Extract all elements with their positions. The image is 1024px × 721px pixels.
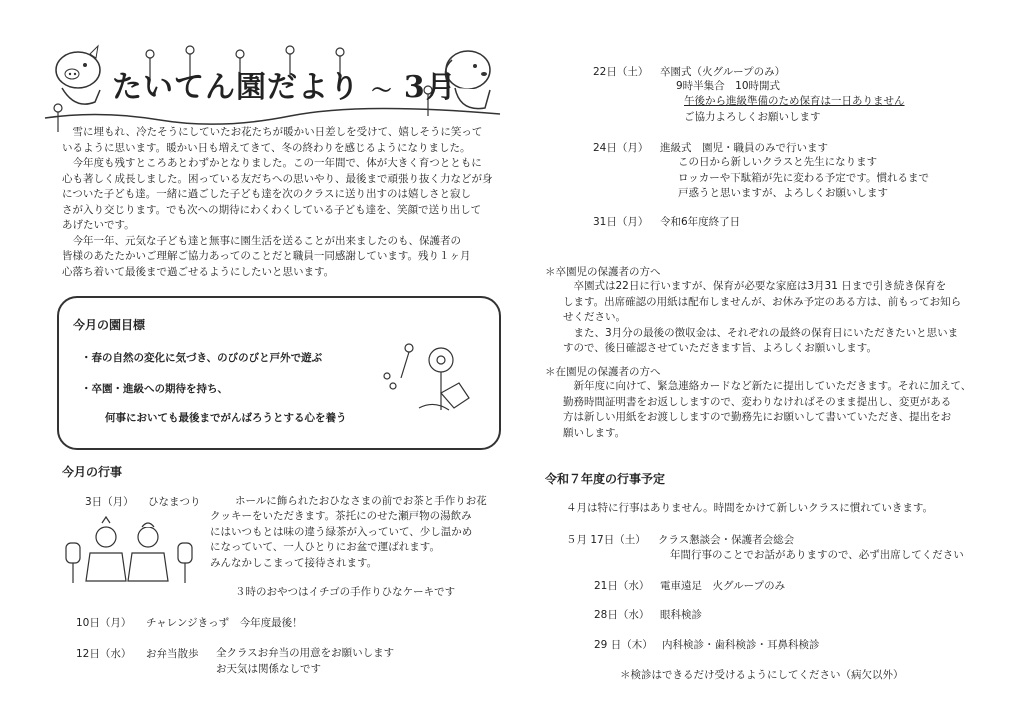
intro-line: 心落ち着いて最後まで過ごせるようにしたいと思います。 bbox=[62, 265, 335, 278]
event-text: 卒園式（火グループのみ） bbox=[660, 66, 786, 78]
event-date: 31日（月） bbox=[593, 216, 649, 228]
event-line: 全クラスお弁当の用意をお願いします bbox=[216, 647, 395, 659]
notice-line: せください。 bbox=[563, 311, 626, 323]
event-date: 28日（水） bbox=[594, 609, 650, 621]
notice-line: 卒園式は22日に行いますが、保育が必要な家庭は3月31 日まで引き続き保育を bbox=[563, 280, 947, 292]
event-date: 24日（月） bbox=[593, 142, 649, 154]
event-date: 21日（水） bbox=[594, 580, 650, 592]
intro-line: 皆様のあたたかいご理解ご協力あってのことだと職員一同感謝しています。残り１ヶ月 bbox=[62, 250, 471, 262]
event-text: クラス懇談会・保護者会総会 bbox=[658, 534, 795, 546]
events-heading: 今月の行事 bbox=[62, 465, 123, 479]
notice-line: 新年度に向けて、緊急連絡カードなど新たに提出していただきます。それに加えて、 bbox=[563, 380, 972, 392]
event-line: お天気は関係なしです bbox=[216, 662, 321, 675]
event-text: 令和6年度終了日 bbox=[660, 216, 741, 228]
intro-line: さが入り交じります。でも次への期待にわくわくしている子ども達を、笑顔で送り出して bbox=[62, 203, 482, 216]
intro-line: 今年一年、元気な子ども達と無事に園生活を送ることが出来ましたのも、保護者の bbox=[62, 234, 461, 247]
event-text: 電車遠足 火グループのみ bbox=[660, 580, 786, 592]
event-text: 内科検診・歯科検診・耳鼻科検診 bbox=[662, 639, 820, 651]
event-line: ご協力よろしくお願いします bbox=[684, 110, 821, 123]
event-line: ロッカーや下駄箱が先に変わる予定です。慣れるまで bbox=[678, 171, 929, 184]
event-date: 22日（土） bbox=[593, 66, 649, 78]
notice-line: 願いします。 bbox=[563, 426, 626, 439]
notice-line: すので、後日確認させていただきます旨、よろしくお願いします。 bbox=[563, 342, 877, 354]
notice-line: します。出席確認の用紙は配布しませんが、お休み予定のある方は、前もってお知ら bbox=[563, 295, 962, 308]
event-line: にはいつもとは味の違う緑茶が入っていて、少し温かめ bbox=[210, 525, 473, 538]
event-line: になっていて、一人ひとりにお盆で運ばれます。 bbox=[210, 541, 440, 553]
event-line: クッキーをいただきます。茶托にのせた瀬戸物の湯飲み bbox=[210, 510, 472, 522]
title-wave: ～ bbox=[371, 78, 393, 102]
event-sub: 年間行事のことでお話がありますので、必ず出席してください bbox=[670, 549, 964, 561]
title-text: たいてん園だより bbox=[112, 70, 360, 105]
event-description bbox=[235, 494, 487, 510]
event-date: 12日（水） bbox=[76, 648, 132, 660]
hina-dolls-illustration-icon bbox=[62, 515, 202, 587]
intro-line: いるように思います。暖かい日も増えてきて、冬の終わりを感じるようになりました。 bbox=[62, 141, 471, 154]
event-text: チャレンジきっず 今年度最後！ bbox=[146, 617, 303, 629]
event-date: 29 日（木） bbox=[594, 639, 653, 651]
goal-item: 何事においても最後までがんばろうとする心を養う bbox=[105, 412, 347, 424]
event-line: みんなかしこまって接待されます。 bbox=[210, 556, 378, 569]
event-line: この日から新しいクラスと先生になります bbox=[678, 156, 878, 168]
goal-item: ・卒園・進級への期待を持ち、 bbox=[81, 383, 228, 395]
event-description bbox=[210, 509, 472, 571]
event-description bbox=[684, 94, 905, 125]
event-line: 午後から進級準備のため保育は一日ありません bbox=[684, 95, 905, 107]
event-date: 10日（月） bbox=[76, 617, 132, 629]
next-year-heading: 令和７年度の行事予定 bbox=[545, 472, 666, 486]
notice-line: また、3月分の最後の徴収金は、それぞれの最終の保育日にいただきたいと思いま bbox=[563, 326, 959, 339]
april-note: ４月は特に行事はありません。時間をかけて新しいクラスに慣れていきます。 bbox=[566, 502, 933, 514]
intro-text bbox=[62, 125, 493, 280]
event-date: 3日（月） bbox=[85, 496, 134, 508]
intro-line: 今年度も残すところあとわずかとなりました。この一年間で、体が大きく育つとともに bbox=[62, 157, 482, 169]
notice-heading: ＊卒園児の保護者の方へ bbox=[545, 266, 661, 278]
event-line: ホールに飾られたおひなさまの前でお茶と手作りお花 bbox=[235, 495, 487, 507]
notice-heading: ＊在園児の保護者の方へ bbox=[545, 366, 661, 378]
intro-line: についた子ども達。一緒に過ごした子ども達を次のクラスに送り出すのは嬉しさと寂し bbox=[62, 188, 471, 200]
notice-line: 方は新しい用紙をお渡ししますので勤務先にお願いして書いていただき、提出をお bbox=[563, 411, 952, 423]
intro-line: 心も著しく成長しました。困っている友だちへの思いやり、最後まで頑張り抜く力などが身 bbox=[62, 172, 493, 185]
footnote: ＊検診はできるだけ受けるようにしてください（病欠以外） bbox=[620, 669, 904, 681]
event-description bbox=[216, 646, 394, 677]
intro-line: あげたいです。 bbox=[62, 219, 135, 231]
event-name: ひなまつり bbox=[148, 496, 201, 508]
newsletter-title bbox=[112, 62, 457, 106]
intro-line: 雪に埋もれ、冷たそうにしていたお花たちが暖かい日差しを受けて、嬉しそうに笑って bbox=[62, 126, 483, 138]
goals-heading: 今月の園目標 bbox=[73, 318, 146, 332]
event-line: 戸惑うと思いますが、よろしくお願いします bbox=[678, 187, 888, 199]
notice-line: 勤務時間証明書をお返ししますので、変わりなければそのまま提出し、変更がある bbox=[563, 395, 952, 408]
event-description bbox=[678, 155, 929, 202]
notice-body bbox=[563, 379, 971, 441]
notice-body bbox=[563, 279, 961, 357]
event-line: 9時半集合 10時開式 bbox=[676, 80, 781, 92]
event-text: 眼科検診 bbox=[660, 609, 702, 621]
goals-box bbox=[57, 296, 501, 450]
title-month: 3月 bbox=[403, 70, 457, 105]
flower-doodle-icon bbox=[379, 338, 489, 418]
event-extra: ３時のおやつはイチゴの手作りひなケーキです bbox=[235, 586, 456, 598]
event-description bbox=[676, 79, 780, 95]
goal-item: ・春の自然の変化に気づき、のびのびと戸外で遊ぶ bbox=[81, 352, 323, 364]
event-name: お弁当散歩 bbox=[146, 648, 199, 660]
event-text: 進級式 園児・職員のみで行います bbox=[660, 142, 828, 154]
event-date: ５月 17日（土） bbox=[566, 534, 646, 546]
